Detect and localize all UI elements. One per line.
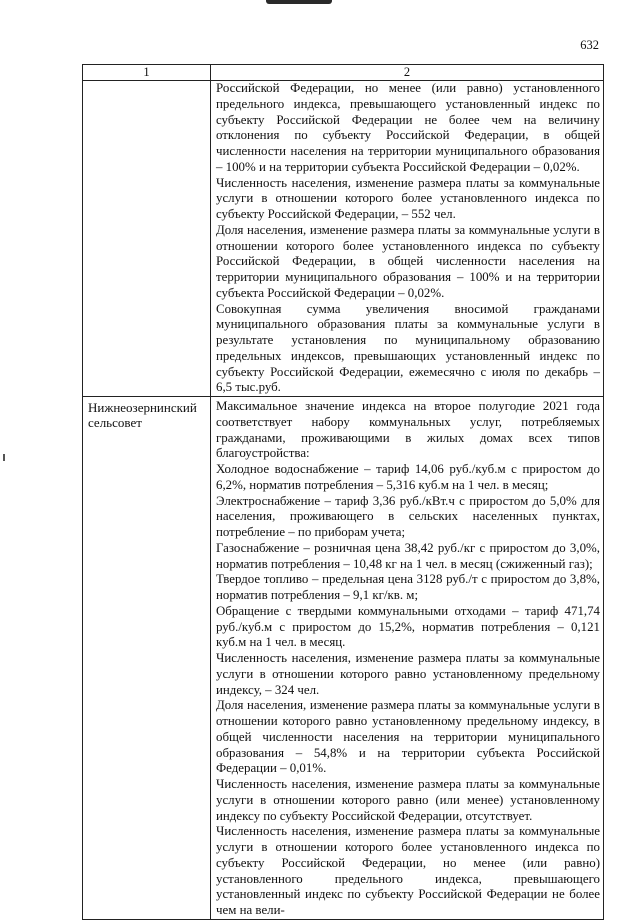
text-paragraph: Численность населения, изменение размера платы за коммунальные услуги в отношении которого равно установленному предельному индексу, – 324 чел. xyxy=(216,651,600,697)
page-number: 632 xyxy=(580,38,599,52)
text-paragraph: Совокупная сумма увеличения вносимой гражданами муниципального образования платы за коммунальные услуги в результате установления по муниципальному образованию предельных индексов, превышающих установленный индекс по субъекту Российской Федерации, ежемесячно с июля по декабрь – 6,5 тыс.руб. xyxy=(216,301,600,395)
row-name-cell xyxy=(83,81,211,397)
column-header-1: 1 xyxy=(83,65,211,81)
text-paragraph: Холодное водоснабжение – тариф 14,06 руб./куб.м с приростом до 6,2%, норматив потребления – 5,316 куб.м на 1 чел. в месяц; xyxy=(216,462,600,492)
text-paragraph: Численность населения, изменение размера платы за коммунальные услуги в отношении которого равно (или менее) установленному индексу по субъекту Российской Федерации, отсутствует. xyxy=(216,777,600,823)
text-paragraph: Газоснабжение – розничная цена 38,42 руб./кг с приростом до 3,0%, норматив потребления – 10,48 кг на 1 чел. в месяц (сжиженный газ); xyxy=(216,540,600,571)
margin-mark xyxy=(3,454,5,461)
document-table xyxy=(82,64,604,920)
row-text-cell xyxy=(211,397,604,920)
top-binding-mark xyxy=(266,0,332,4)
text-paragraph: Твердое топливо – предельная цена 3128 руб./т с приростом до 3,8%, норматив потребления – 9,1 кг/кв. м; xyxy=(216,572,600,602)
row-name-cell: Нижнеозернинский сельсовет xyxy=(83,397,211,920)
text-paragraph: Численность населения, изменение размера платы за коммунальные услуги в отношении которого более установленного индекса по субъекту Российской Федерации, но менее (или равно) установленного предельного индекса, превышающего установленный индекс по субъекту Российской Федерации не более чем на вели- xyxy=(216,824,600,917)
text-paragraph: Электроснабжение – тариф 3,36 руб./кВт.ч с приростом до 5,0% для населения, проживающего в сельских населенных пунктах, потребление – по приборам учета; xyxy=(216,493,600,539)
text-paragraph: Доля населения, изменение размера платы за коммунальные услуги в отношении которого более установленного индекса по субъекту Российской Федерации, в общей численности населения на территории муниципального образования – 100% и на территории субъекта Российской Федерации – 0,02%. xyxy=(216,222,600,300)
table-header-row xyxy=(83,65,604,81)
text-paragraph: Доля населения, изменение размера платы за коммунальные услуги в отношении которого равно установленному предельному индексу, в общей численности населения на территории муниципального образования – 54,8% и на территории субъекта Российской Федерации – 0,01%. xyxy=(216,698,600,776)
table-row xyxy=(83,397,604,920)
text-paragraph: Максимальное значение индекса на второе полугодие 2021 года соответствует набору коммунальных услуг, потребляемых гражданами, проживающими в жилых домах всех типов благоустройства: xyxy=(216,399,600,461)
row-text-cell xyxy=(211,81,604,397)
text-paragraph: Российской Федерации, но менее (или равно) установленного предельного индекса, превышающего установленный индекс по субъекту Российской Федерации не более чем на величину отклонения по субъекту Российской Федерации, в общей численности населения на территории муниципального образования – 100% и на территории субъекта Российской Федерации – 0,02%. xyxy=(216,81,600,174)
text-paragraph: Обращение с твердыми коммунальными отходами – тариф 471,74 руб./куб.м с приростом до 15,2%, норматив потребления – 0,121 куб.м на 1 чел. в месяц. xyxy=(216,603,600,650)
table-row xyxy=(83,81,604,397)
column-header-2: 2 xyxy=(211,65,604,81)
text-paragraph: Численность населения, изменение размера платы за коммунальные услуги в отношении которого более установленного индекса по субъекту Российской Федерации, – 552 чел. xyxy=(216,175,600,221)
